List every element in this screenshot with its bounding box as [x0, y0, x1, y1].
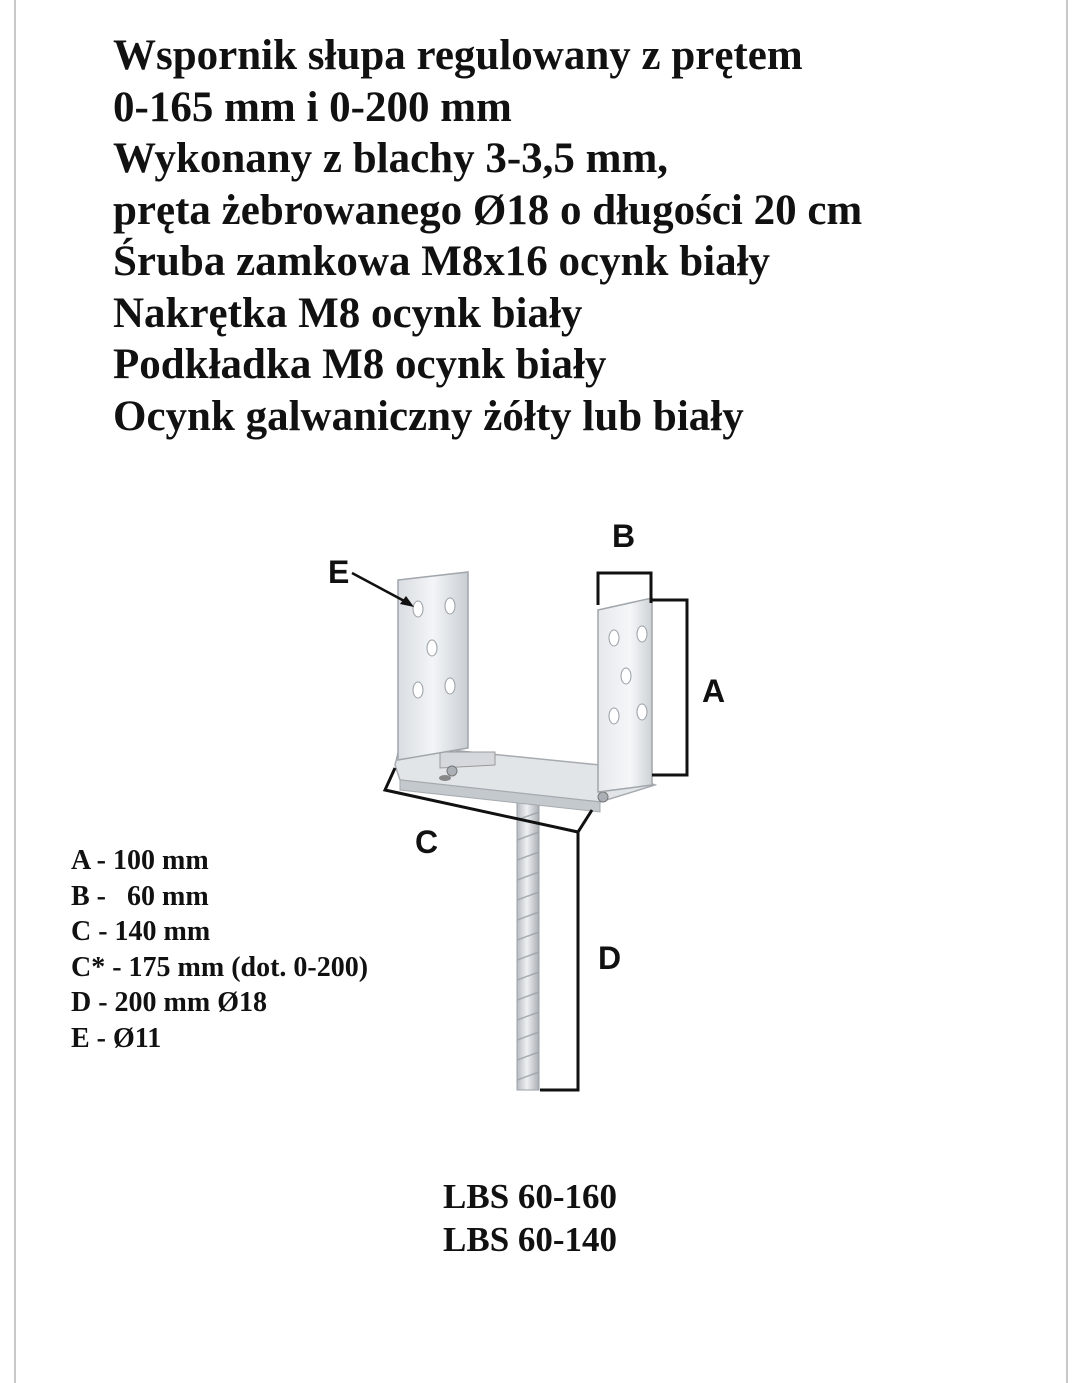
model-codes [443, 1175, 617, 1261]
spec-line: Śruba zamkowa M8x16 ocynk biały [113, 238, 771, 285]
right-side-plate [598, 598, 652, 792]
model-code: LBS 60-160 [443, 1177, 618, 1216]
label-c: C [415, 824, 439, 860]
spec-line: pręta żebrowanego Ø18 o długości 20 cm [113, 186, 863, 234]
dimension-item: C* - 175 mm (dot. 0-200) [71, 951, 369, 983]
dimension-item: D - 200 mm Ø18 [71, 987, 267, 1018]
spec-line: Wykonany z blachy 3-3,5 mm, [113, 135, 669, 182]
threaded-rod [517, 778, 539, 1090]
spec-line: Nakrętka M8 ocynk biały [113, 289, 583, 337]
dimension-item: C - 140 mm [71, 916, 211, 947]
label-a: A [702, 673, 726, 709]
label-d: D [598, 940, 622, 976]
spec-line: Wspornik słupa regulowany z prętem [113, 32, 803, 79]
model-code: LBS 60-140 [443, 1220, 618, 1259]
spec-line: Ocynk galwaniczny żółty lub biały [113, 392, 744, 440]
dimension-item: B - 60 mm [71, 880, 209, 912]
dimension-list [71, 843, 368, 1056]
spec-line: 0-165 mm i 0-200 mm [113, 83, 512, 131]
dimension-item: A - 100 mm [71, 845, 209, 876]
dimension-a-bracket [652, 600, 687, 775]
label-b: B [612, 518, 636, 554]
dimension-d-bracket [540, 832, 578, 1090]
spec-line: Podkładka M8 ocynk biały [113, 341, 607, 388]
dimension-item: E - Ø11 [71, 1022, 162, 1054]
label-e: E [328, 554, 350, 590]
